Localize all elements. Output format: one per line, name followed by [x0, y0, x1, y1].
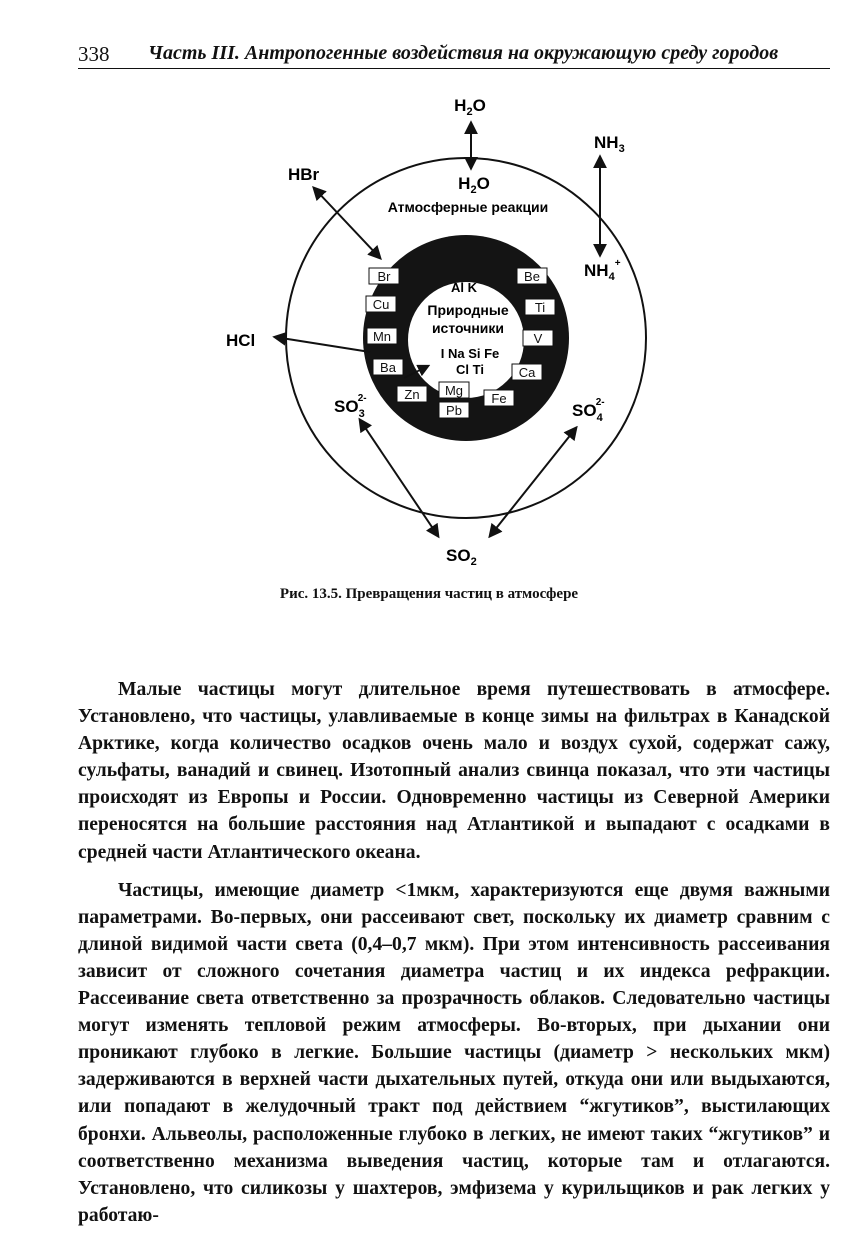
ring-element-label: Br	[377, 269, 391, 284]
hcl-arrow	[275, 337, 370, 352]
paragraph-1: Малые частицы могут длительное время путешествовать в атмосфере. Установлено, что частицы, улавливаемые в конце зимы на фильтрах в Канадской Арктике, когда количество осадков очень мало и воздух сухой, содержат сажу, сульфаты, ванадий и свинец. Изотопный анализ свинца показал, что эти частицы происходят из Европы и России. Одновременно частицы из Северной Америки переносятся на большие расстояния над Атлантикой и выпадают с осадками в средней части Атлантического океана.	[78, 679, 830, 863]
hbr-label: HBr	[288, 165, 320, 184]
ring-element-label: Zn	[404, 387, 420, 402]
ring-element-label: Ba	[380, 360, 396, 375]
nh4-label: $NH_4^+$	[584, 258, 621, 283]
inner-label-1: Природные	[427, 302, 509, 318]
diagram-svg	[0, 80, 858, 580]
inner-elements-2: I Na Si Fe	[440, 346, 500, 361]
h2o-top-label: $H_2O$	[454, 96, 486, 118]
outer-label: Атмосферные реакции	[387, 199, 549, 215]
body-text	[78, 676, 830, 1229]
h2o-inner-label: $H_2O$	[458, 174, 490, 196]
ring-element-label: Mg	[444, 383, 464, 398]
hcl-label: HCl	[226, 331, 256, 350]
hbr-arrow	[314, 188, 380, 258]
running-header	[78, 38, 830, 69]
ring-element-label: Be	[524, 269, 540, 284]
inner-elements-1: Al K	[451, 280, 477, 295]
ring-element-label: Fe	[491, 391, 507, 406]
paragraph-2: Частицы, имеющие диаметр <1мкм, характеризуются еще двумя важными параметрами. Во-первых, они рассеивают свет, поскольку их диаметр сравним с длиной видимой части света (0,4–0,7 мкм). При этом интенсивность рассеивания зависит от сложного сочетания диаметра частиц и их индекса рефракции. Рассеивание света ответственно за прозрачность облаков. Следовательно частицы могут изменять тепловой режим атмосферы. Во-вторых, при дыхании они проникают глубоко в легкие. Большие частицы (диаметр > нескольких мкм) задерживаются в верхней части дыхательных путей, откуда они или выдыхаются, или попадают в желудочный тракт под действием “жгутиков”, выстилающих бронхи. Альвеолы, расположенные глубоко в легких, не имеют таких “жгутиков” и соответственно механизма выведения частиц, которые там и отлагаются. Установлено, что силикозы у шахтеров, эмфизема у курильщиков и рак легких у работаю-	[78, 879, 830, 1226]
inner-elements-3: Cl Ti	[456, 362, 484, 377]
nh3-label: $NH_3$	[594, 133, 625, 155]
so4-so2-arrow	[490, 428, 576, 536]
so3-so2-arrow	[360, 420, 438, 536]
page-number: 338	[78, 42, 110, 66]
figure-caption	[0, 586, 858, 603]
ring-element-label: Ti	[534, 300, 546, 315]
ring-element-label: Ca	[518, 365, 536, 380]
caption-label: Рис. 13.5.	[279, 586, 342, 602]
caption-text: Превращения частиц в атмосфере	[345, 586, 579, 602]
ring-element-label: Mn	[372, 329, 392, 344]
figure-atmosphere-diagram	[0, 80, 858, 580]
ring-element-label: Cu	[372, 297, 390, 312]
so2-label: $SO_2$	[446, 546, 477, 568]
inner-label-2: источники	[431, 320, 505, 336]
so4-label: $SO_42-$	[572, 397, 605, 424]
so3-label: $SO_32-$	[334, 393, 367, 420]
ring-element-label: V	[533, 331, 543, 346]
inner-core	[408, 282, 524, 398]
running-title: Часть III. Антропогенные воздействия на окружающую среду городов	[148, 42, 779, 64]
ring-element-label: Pb	[446, 403, 462, 418]
